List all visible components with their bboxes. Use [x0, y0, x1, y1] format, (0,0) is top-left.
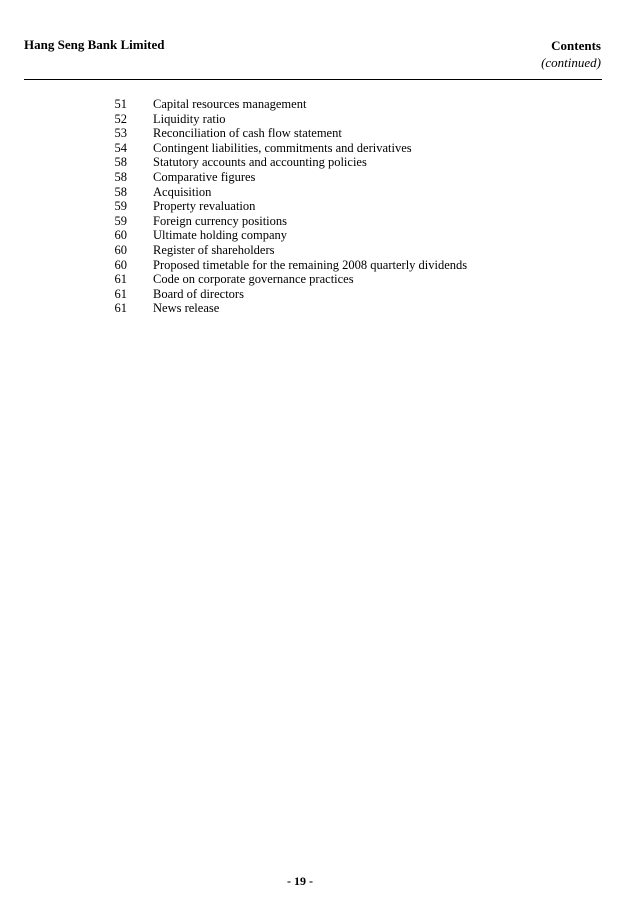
- toc-entry: [100, 155, 560, 170]
- toc-entry: [100, 228, 560, 243]
- toc-page-number: 58: [114, 155, 127, 170]
- toc-entry: [100, 185, 560, 200]
- company-name: Hang Seng Bank Limited: [24, 37, 165, 52]
- page-number: - 19 -: [287, 874, 313, 888]
- toc-page-number: 51: [114, 97, 127, 111]
- toc-page-number: 54: [114, 140, 127, 155]
- toc-title: Code on corporate governance practices: [153, 272, 354, 287]
- toc-title: Statutory accounts and accounting policies: [153, 155, 367, 170]
- toc-page-number: 52: [114, 111, 127, 126]
- toc-entry: [100, 287, 560, 302]
- table-of-contents: [100, 97, 560, 316]
- header-section: [541, 37, 601, 71]
- section-title: Contents: [551, 38, 601, 53]
- toc-title: Ultimate holding company: [153, 228, 288, 243]
- toc-title: Proposed timetable for the remaining 2008 quarterly dividends: [153, 257, 468, 272]
- toc-page-number: 60: [114, 257, 127, 272]
- toc-title: Capital resources management: [153, 97, 307, 111]
- toc-title: Acquisition: [153, 184, 212, 199]
- toc-title: Board of directors: [153, 286, 244, 301]
- toc-entry: [100, 272, 560, 287]
- toc-page-number: 58: [114, 184, 127, 199]
- toc-title: Foreign currency positions: [153, 213, 288, 228]
- toc-title: Reconciliation of cash flow statement: [153, 126, 342, 141]
- toc-page-number: 58: [114, 169, 127, 184]
- toc-title: Property revaluation: [153, 199, 256, 214]
- toc-entry: [100, 258, 560, 273]
- toc-title: Contingent liabilities, commitments and derivatives: [153, 140, 412, 155]
- toc-page-number: 59: [114, 199, 127, 214]
- continued-label: (continued): [541, 55, 601, 70]
- toc-page-number: 61: [114, 286, 127, 301]
- toc-page-number: 59: [114, 213, 127, 228]
- toc-entry: [100, 97, 560, 112]
- toc-page-number: 53: [114, 126, 127, 141]
- toc-entry: [100, 126, 560, 141]
- toc-entry: [100, 301, 560, 316]
- toc-page-number: 61: [114, 272, 127, 287]
- toc-title: Register of shareholders: [153, 242, 275, 257]
- toc-title: Comparative figures: [153, 169, 256, 184]
- toc-entry: [100, 141, 560, 156]
- toc-title: Liquidity ratio: [153, 111, 226, 126]
- toc-title: News release: [153, 301, 220, 316]
- toc-entry: [100, 214, 560, 229]
- toc-page-number: 60: [114, 228, 127, 243]
- toc-entry: [100, 170, 560, 185]
- header-divider: [24, 79, 602, 80]
- toc-entry: [100, 112, 560, 127]
- toc-page-number: 60: [114, 242, 127, 257]
- toc-entry: [100, 199, 560, 214]
- toc-page-number: 61: [114, 301, 127, 316]
- toc-entry: [100, 243, 560, 258]
